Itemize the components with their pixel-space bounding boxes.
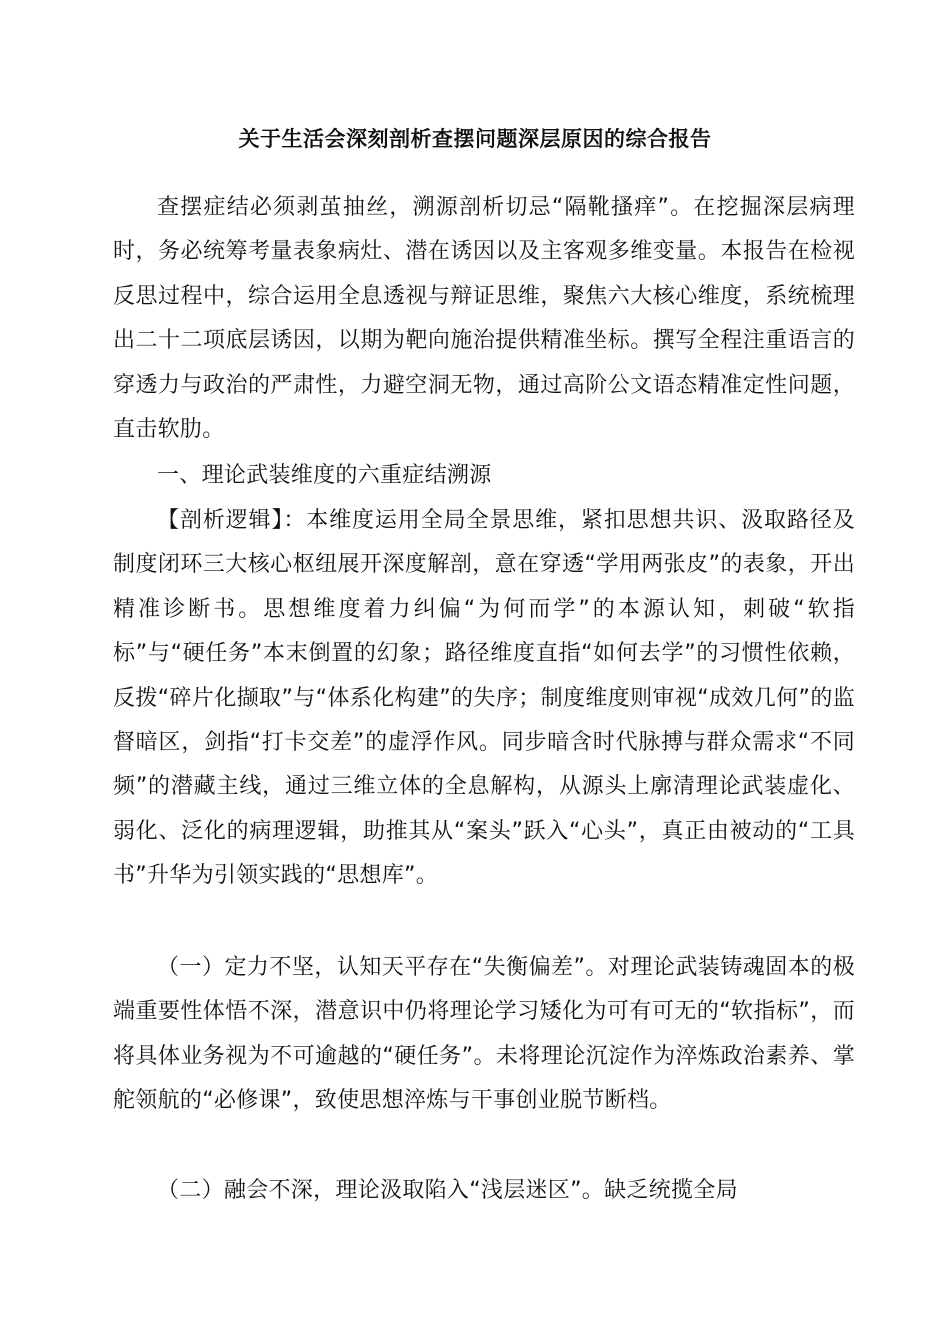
item-2-paragraph: （二）融会不深，理论汲取陷入“浅层迷区”。缺乏统揽全局 (157, 1178, 738, 1203)
section-heading-1: 一、理论武装维度的六重症结溯源 (157, 463, 492, 488)
intro-paragraph: 查摆症结必须剥茧抽丝，溯源剖析切忌“隔靴搔痒”。在挖掘深层病理时，务必统筹考量表象病灶、潜在诱因以及主客观多维变量。本报告在检视反思过程中，综合运用全息透视与辩证思维，聚焦六大核心维度，系统梳理出二十二项底层诱因，以期为靶向施治提供精准坐标。撰写全程注重语言的穿透力与政治的严肃性，力避空洞无物，通过高阶公文语态精准定性问题，直击软肋。 (113, 195, 855, 443)
analysis-logic-paragraph: 【剖析逻辑】：本维度运用全局全景思维，紧扣思想共识、汲取路径及制度闭环三大核心枢纽展开深度解剖，意在穿透“学用两张皮”的表象，开出精准诊断书。思想维度着力纠偏“为何而学”的本源认知，刺破“软指标”与“硬任务”本末倒置的幻象；路径维度直指“如何去学”的习惯性依赖，反拨“碎片化撷取”与“体系化构建”的失序；制度维度则审视“成效几何”的监督暗区，剑指“打卡交差”的虚浮作风。同步暗含时代脉搏与群众需求“不同频”的潜藏主线，通过三维立体的全息解构，从源头上廓清理论武装虚化、弱化、泛化的病理逻辑，助推其从“案头”跃入“心头”，真正由被动的“工具书”升华为引领实践的“思想库”。 (113, 508, 855, 889)
item-1-paragraph: （一）定力不坚，认知天平存在“失衡偏差”。对理论武装铸魂固本的极端重要性体悟不深，潜意识中仍将理论学习矮化为可有可无的“软指标”，而将具体业务视为不可逾越的“硬任务”。未将理论沉淀作为淬炼政治素养、掌舵领航的“必修课”，致使思想淬炼与干事创业脱节断档。 (113, 955, 855, 1114)
document-title: 关于生活会深刻剖析查摆问题深层原因的综合报告 (238, 127, 712, 151)
